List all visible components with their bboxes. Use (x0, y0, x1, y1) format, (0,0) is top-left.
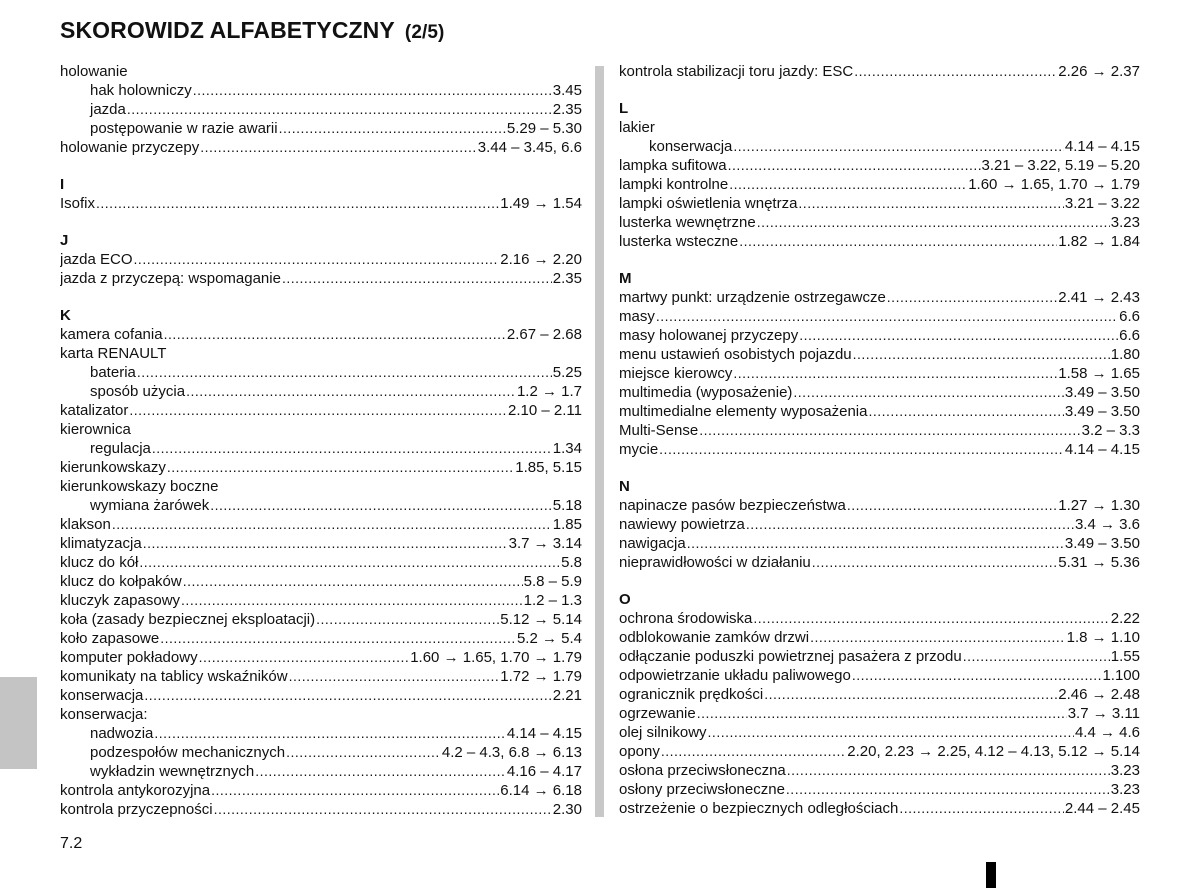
entry-label: karta RENAULT (60, 345, 167, 362)
entry-page-ref: 2.30 (552, 801, 582, 818)
index-entry (60, 591, 582, 610)
dot-leader (887, 288, 1057, 307)
index-subentry (60, 363, 582, 382)
index-entry (60, 477, 582, 496)
dot-leader (793, 383, 1064, 402)
index-subentry (60, 724, 582, 743)
entry-page-ref: 1.49 → 1.54 (500, 195, 582, 212)
index-entry (619, 496, 1140, 515)
entry-page-ref: 1.72 → 1.79 (500, 668, 582, 685)
entry-label: kluczyk zapasowy (60, 592, 181, 609)
dot-leader (746, 515, 1074, 534)
index-entry (619, 609, 1140, 628)
dot-leader (799, 326, 1118, 345)
entry-label: wymiana żarówek (90, 497, 210, 514)
dot-leader (137, 363, 552, 382)
section-gap (619, 251, 1140, 269)
entry-page-ref: 2.44 – 2.45 (1064, 800, 1140, 817)
section-gap (60, 288, 582, 306)
entry-label: klucz do kołpaków (60, 573, 182, 590)
index-column-left (60, 62, 582, 819)
index-entry (60, 420, 582, 439)
index-entry (619, 780, 1140, 799)
index-entry (60, 629, 582, 648)
index-entry (619, 515, 1140, 534)
entry-page-ref: 2.10 – 2.11 (508, 402, 582, 419)
entry-label: kontrola antykorozyjna (60, 782, 211, 799)
entry-label: martwy punkt: urządzenie ostrzegawcze (619, 289, 886, 306)
section-letter: L (619, 100, 629, 117)
entry-label: komputer pokładowy (60, 649, 198, 666)
entry-page-ref: 1.2 – 1.3 (523, 592, 582, 609)
entry-label: nieprawidłowości w działaniu (619, 554, 811, 571)
dot-leader (210, 496, 552, 515)
dot-leader (798, 194, 1064, 213)
entry-page-ref: 2.35 (552, 270, 582, 287)
dot-leader (160, 629, 516, 648)
entry-label: ochrona środowiska (619, 610, 753, 627)
index-entry (619, 175, 1140, 194)
entry-label: osłona przeciwsłoneczna (619, 762, 786, 779)
entry-page-ref: 2.16 → 2.20 (500, 251, 582, 268)
index-entry (60, 800, 582, 819)
entry-label: kontrola przyczepności (60, 801, 213, 818)
entry-label: multimedialne elementy wyposażenia (619, 403, 868, 420)
entry-page-ref: 5.29 – 5.30 (506, 120, 582, 137)
index-entry (619, 666, 1140, 685)
entry-page-ref: 1.60 → 1.65, 1.70 → 1.79 (410, 649, 582, 666)
dot-leader (152, 439, 552, 458)
dot-leader (286, 743, 441, 762)
dot-leader (753, 609, 1109, 628)
index-entry (619, 326, 1140, 345)
section-gap (60, 157, 582, 175)
dot-leader (868, 402, 1063, 421)
index-entry (60, 515, 582, 534)
index-entry (619, 62, 1140, 81)
section-gap (60, 213, 582, 231)
dot-leader (656, 307, 1118, 326)
dot-leader (764, 685, 1057, 704)
dot-leader (847, 496, 1057, 515)
entry-label: kierunkowskazy boczne (60, 478, 219, 495)
entry-page-ref: 3.2 – 3.3 (1081, 422, 1140, 439)
index-entry (60, 534, 582, 553)
entry-page-ref: 2.21 (552, 687, 582, 704)
entry-label: bateria (90, 364, 136, 381)
dot-leader (659, 440, 1064, 459)
index-subentry (60, 81, 582, 100)
entry-page-ref: 3.23 (1110, 781, 1140, 798)
entry-label: ogranicznik prędkości (619, 686, 764, 703)
entry-page-ref: 4.14 – 4.15 (1064, 138, 1140, 155)
dot-leader (279, 119, 506, 138)
page-title (60, 17, 445, 44)
dot-leader (144, 686, 551, 705)
index-entry (619, 761, 1140, 780)
index-entry (60, 648, 582, 667)
entry-label: konserwacja (649, 138, 733, 155)
dot-leader (200, 138, 476, 157)
entry-label: klucz do kół (60, 554, 139, 571)
entry-label: olej silnikowy (619, 724, 707, 741)
dot-leader (214, 800, 552, 819)
section-letter: J (60, 232, 69, 249)
index-entry (60, 401, 582, 420)
section-gap (619, 81, 1140, 99)
section-letter: O (619, 591, 631, 608)
dot-leader (699, 421, 1080, 440)
section-letter: N (619, 478, 630, 495)
entry-page-ref: 6.6 (1119, 327, 1140, 344)
entry-label: nawiewy powietrza (619, 516, 745, 533)
entry-page-ref: 1.8 → 1.10 (1066, 629, 1140, 646)
entry-label: ogrzewanie (619, 705, 696, 722)
index-column-right (619, 62, 1140, 818)
entry-label: regulacja (90, 440, 151, 457)
index-entry (619, 685, 1140, 704)
entry-page-ref: 4.4 → 4.6 (1074, 724, 1140, 741)
entry-page-ref: 1.82 → 1.84 (1058, 233, 1140, 250)
section-letter: K (60, 307, 71, 324)
entry-page-ref: 1.85 (552, 516, 582, 533)
dot-leader (96, 194, 499, 213)
section-gap (619, 572, 1140, 590)
index-entry (619, 742, 1140, 761)
entry-page-ref: 6.6 (1119, 308, 1140, 325)
dot-leader (757, 213, 1110, 232)
dot-leader (708, 723, 1074, 742)
page-number: 7.2 (60, 835, 83, 852)
entry-page-ref: 1.60 → 1.65, 1.70 → 1.79 (968, 176, 1140, 193)
entry-page-ref: 5.8 – 5.9 (523, 573, 582, 590)
index-entry (619, 553, 1140, 572)
entry-page-ref: 3.21 – 3.22 (1064, 195, 1140, 212)
entry-page-ref: 3.44 – 3.45, 6.6 (477, 139, 582, 156)
entry-page-ref: 2.35 (552, 101, 582, 118)
entry-label: jazda z przyczepą: wspomaganie (60, 270, 281, 287)
dot-leader (289, 667, 500, 686)
dot-leader (729, 175, 967, 194)
entry-label: jazda (90, 101, 126, 118)
dot-leader (211, 781, 499, 800)
index-entry (60, 250, 582, 269)
index-subentry (60, 743, 582, 762)
entry-page-ref: 2.20, 2.23 → 2.25, 4.12 – 4.13, 5.12 → 5.14 (847, 743, 1140, 760)
index-entry (619, 194, 1140, 213)
entry-label: kierownica (60, 421, 131, 438)
entry-page-ref: 3.23 (1110, 762, 1140, 779)
section-letter: M (619, 270, 632, 287)
entry-label: multimedia (wyposażenie) (619, 384, 793, 401)
index-entry (60, 781, 582, 800)
entry-label: ostrzeżenie o bezpiecznych odległościach (619, 800, 899, 817)
entry-page-ref: 1.34 (552, 440, 582, 457)
entry-label: postępowanie w razie awarii (90, 120, 278, 137)
entry-label: nawigacja (619, 535, 686, 552)
dot-leader (316, 610, 499, 629)
entry-label: nadwozia (90, 725, 154, 742)
entry-page-ref: 2.46 → 2.48 (1058, 686, 1140, 703)
index-entry (619, 534, 1140, 553)
entry-label: komunikaty na tablicy wskaźników (60, 668, 288, 685)
entry-label: Multi-Sense (619, 422, 699, 439)
entry-page-ref: 3.4 → 3.6 (1074, 516, 1140, 533)
entry-label: kontrola stabilizacji toru jazdy: ESC (619, 63, 854, 80)
dot-leader (728, 156, 981, 175)
entry-label: katalizator (60, 402, 129, 419)
index-subentry (619, 137, 1140, 156)
dot-leader (183, 572, 523, 591)
dot-leader (787, 761, 1110, 780)
index-subentry (60, 382, 582, 401)
index-entry (60, 553, 582, 572)
index-entry (60, 344, 582, 363)
entry-label: koła (zasady bezpiecznej eksploatacji) (60, 611, 316, 628)
entry-page-ref: 5.25 (552, 364, 582, 381)
index-entry (619, 213, 1140, 232)
dot-leader (810, 628, 1066, 647)
entry-label: konserwacja: (60, 706, 148, 723)
entry-page-ref: 1.2 → 1.7 (516, 383, 582, 400)
entry-label: jazda ECO (60, 251, 133, 268)
entry-page-ref: 3.7 → 3.11 (1067, 705, 1140, 722)
dot-leader (282, 269, 552, 288)
entry-label: klakson (60, 516, 111, 533)
dot-leader (164, 325, 506, 344)
dot-leader (143, 534, 508, 553)
index-entry (619, 156, 1140, 175)
dot-leader (852, 666, 1102, 685)
index-entry (619, 232, 1140, 251)
index-subentry (60, 119, 582, 138)
index-entry (60, 458, 582, 477)
index-entry (60, 62, 582, 81)
dot-leader (812, 553, 1058, 572)
entry-label: masy holowanej przyczepy (619, 327, 799, 344)
dot-leader (255, 762, 506, 781)
entry-label: klimatyzacja (60, 535, 142, 552)
dot-leader (139, 553, 560, 572)
entry-page-ref: 5.31 → 5.36 (1058, 554, 1140, 571)
entry-page-ref: 2.22 (1110, 610, 1140, 627)
title-part: (2/5) (404, 22, 445, 43)
entry-page-ref: 5.18 (552, 497, 582, 514)
index-entry (619, 647, 1140, 666)
entry-label: Isofix (60, 195, 96, 212)
index-entry (619, 704, 1140, 723)
dot-leader (733, 364, 1057, 383)
entry-label: hak holowniczy (90, 82, 192, 99)
entry-label: koło zapasowe (60, 630, 160, 647)
dot-leader (154, 724, 506, 743)
index-subentry (60, 100, 582, 119)
dot-leader (181, 591, 523, 610)
index-entry (60, 610, 582, 629)
entry-label: miejsce kierowcy (619, 365, 733, 382)
dot-leader (199, 648, 410, 667)
entry-label: lampka sufitowa (619, 157, 727, 174)
entry-page-ref: 3.23 (1110, 214, 1140, 231)
index-entry (60, 686, 582, 705)
index-entry (619, 402, 1140, 421)
entry-page-ref: 1.80 (1110, 346, 1140, 363)
dot-leader (112, 515, 552, 534)
index-entry (619, 723, 1140, 742)
entry-label: holowanie (60, 63, 128, 80)
entry-page-ref: 4.14 – 4.15 (1064, 441, 1140, 458)
column-divider (595, 66, 604, 817)
index-entry (60, 194, 582, 213)
index-entry (619, 383, 1140, 402)
entry-page-ref: 5.8 (561, 554, 582, 571)
dot-leader (134, 250, 500, 269)
entry-page-ref: 4.2 – 4.3, 6.8 → 6.13 (441, 744, 582, 761)
index-entry (619, 440, 1140, 459)
index-subentry (60, 439, 582, 458)
dot-leader (733, 137, 1064, 156)
entry-label: mycie (619, 441, 659, 458)
entry-label: podzespołów mechanicznych (90, 744, 286, 761)
dot-leader (786, 780, 1110, 799)
entry-page-ref: 4.16 – 4.17 (506, 763, 582, 780)
chapter-tab-marker (0, 677, 37, 769)
index-entry (60, 138, 582, 157)
index-entry (60, 705, 582, 724)
index-subentry (60, 762, 582, 781)
entry-label: wykładzin wewnętrznych (90, 763, 255, 780)
entry-page-ref: 3.49 – 3.50 (1064, 384, 1140, 401)
index-entry (60, 325, 582, 344)
dot-leader (963, 647, 1110, 666)
index-entry (619, 345, 1140, 364)
dot-leader (167, 458, 514, 477)
index-entry (619, 288, 1140, 307)
entry-page-ref: 3.49 – 3.50 (1064, 535, 1140, 552)
entry-page-ref: 3.7 → 3.14 (508, 535, 582, 552)
entry-label: lusterka wsteczne (619, 233, 739, 250)
dot-leader (853, 345, 1110, 364)
entry-page-ref: 5.12 → 5.14 (500, 611, 582, 628)
entry-label: odpowietrzanie układu paliwowego (619, 667, 851, 684)
dot-leader (129, 401, 507, 420)
entry-label: lakier (619, 119, 655, 136)
entry-page-ref: 1.27 → 1.30 (1058, 497, 1140, 514)
dot-leader (193, 81, 552, 100)
index-entry (60, 667, 582, 686)
dot-leader (687, 534, 1064, 553)
index-entry (60, 572, 582, 591)
entry-page-ref: 2.41 → 2.43 (1058, 289, 1140, 306)
dot-leader (186, 382, 516, 401)
entry-label: lampki oświetlenia wnętrza (619, 195, 798, 212)
index-entry (619, 799, 1140, 818)
index-entry (619, 364, 1140, 383)
entry-label: konserwacja (60, 687, 144, 704)
entry-label: odblokowanie zamków drzwi (619, 629, 810, 646)
index-subentry (60, 496, 582, 515)
entry-label: kamera cofania (60, 326, 163, 343)
dot-leader (127, 100, 552, 119)
entry-label: sposób użycia (90, 383, 186, 400)
entry-label: odłączanie poduszki powietrznej pasażera z przodu (619, 648, 962, 665)
entry-page-ref: 5.2 → 5.4 (516, 630, 582, 647)
entry-label: lampki kontrolne (619, 176, 729, 193)
dot-leader (899, 799, 1064, 818)
entry-label: napinacze pasów bezpieczeństwa (619, 497, 846, 514)
entry-page-ref: 1.58 → 1.65 (1058, 365, 1140, 382)
entry-label: opony (619, 743, 660, 760)
entry-page-ref: 3.49 – 3.50 (1064, 403, 1140, 420)
index-entry (60, 269, 582, 288)
entry-page-ref: 6.14 → 6.18 (500, 782, 582, 799)
dot-leader (854, 62, 1057, 81)
entry-page-ref: 3.45 (552, 82, 582, 99)
dot-leader (739, 232, 1057, 251)
entry-label: holowanie przyczepy (60, 139, 200, 156)
entry-page-ref: 1.85, 5.15 (515, 459, 582, 476)
index-entry (619, 307, 1140, 326)
index-entry (619, 118, 1140, 137)
entry-page-ref: 3.21 – 3.22, 5.19 – 5.20 (981, 157, 1140, 174)
dot-leader (697, 704, 1067, 723)
entry-page-ref: 4.14 – 4.15 (506, 725, 582, 742)
corner-mark (986, 862, 996, 888)
entry-label: osłony przeciwsłoneczne (619, 781, 785, 798)
entry-label: menu ustawień osobistych pojazdu (619, 346, 852, 363)
section-gap (619, 459, 1140, 477)
dot-leader (661, 742, 846, 761)
entry-label: lusterka wewnętrzne (619, 214, 756, 231)
entry-page-ref: 1.100 (1102, 667, 1140, 684)
entry-label: kierunkowskazy (60, 459, 166, 476)
index-entry (619, 421, 1140, 440)
index-entry (619, 628, 1140, 647)
entry-label: masy (619, 308, 655, 325)
entry-page-ref: 1.55 (1110, 648, 1140, 665)
title-text: SKOROWIDZ ALFABETYCZNY (60, 17, 395, 43)
entry-page-ref: 2.26 → 2.37 (1058, 63, 1140, 80)
section-letter: I (60, 176, 65, 193)
entry-page-ref: 2.67 – 2.68 (506, 326, 582, 343)
